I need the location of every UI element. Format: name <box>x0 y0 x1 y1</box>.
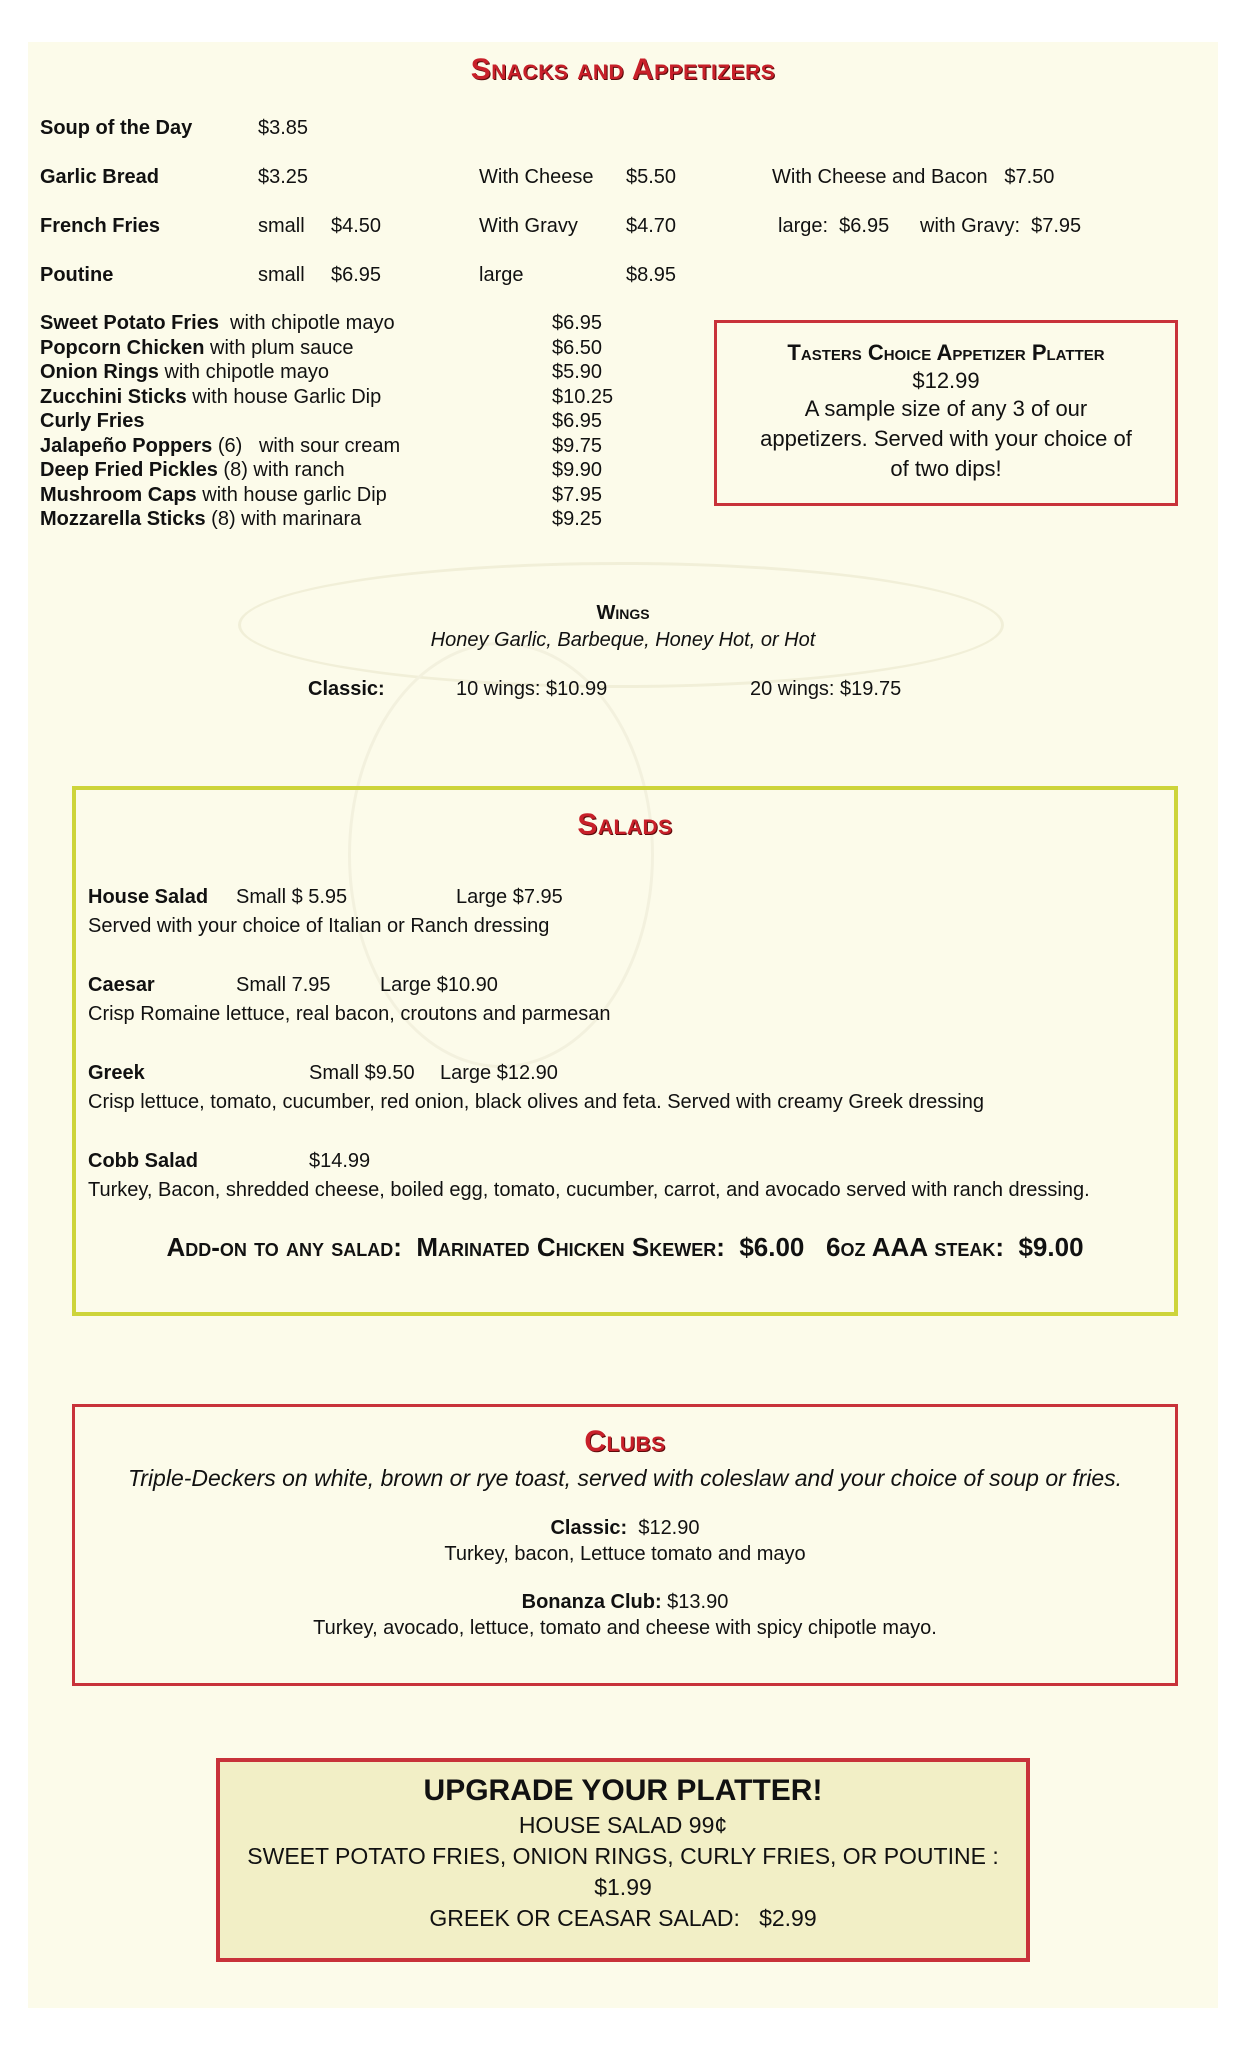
garlic-bread-price: $3.25 <box>258 166 309 188</box>
appetizer-price: $6.50 <box>552 336 603 359</box>
caesar-name: Caesar <box>88 974 155 996</box>
appetizer-row <box>40 459 680 484</box>
wings-title: Wings <box>596 602 650 624</box>
salad-addon: Add-on to any salad: Marinated Chicken Skewer: $6.00 6oz AAA steak: $9.00 <box>166 1232 1084 1262</box>
french-fries-small-price: $4.50 <box>331 215 382 237</box>
classic-club-desc: Turkey, bacon, Lettuce tomato and mayo <box>444 1543 806 1565</box>
snacks-title: Snacks and Appetizers <box>470 53 776 86</box>
appetizer-row <box>40 508 680 533</box>
bonanza-club-desc: Turkey, avocado, lettuce, tomato and cheese with spicy chipotle mayo. <box>313 1617 937 1639</box>
garlic-bread-cheese-bacon: With Cheese and Bacon $7.50 <box>772 166 1055 188</box>
soup-name: Soup of the Day <box>40 117 193 139</box>
appetizer-row <box>40 312 680 337</box>
appetizer-row <box>40 435 680 460</box>
appetizer-price: $6.95 <box>552 410 603 432</box>
upgrade-box <box>216 1758 1030 1962</box>
appetizer-desc: (6) with sour cream <box>212 434 401 457</box>
appetizer-row <box>40 410 680 435</box>
appetizer-name: Mozzarella Sticks <box>40 508 206 530</box>
platter-price: $12.99 <box>912 368 980 393</box>
clubs-box <box>72 1404 1178 1686</box>
house-salad-name: House Salad <box>88 886 209 908</box>
french-fries-large: large: $6.95 <box>778 215 890 237</box>
greek-desc: Crisp lettuce, tomato, cucumber, red onion, black olives and feta. Served with creamy Greek dressing <box>88 1091 984 1113</box>
caesar-desc: Crisp Romaine lettuce, real bacon, croutons and parmesan <box>88 1003 611 1025</box>
wings-ten-price: 10 wings: $10.99 <box>456 678 608 700</box>
garlic-bread-cheese-label: With Cheese <box>479 166 594 188</box>
bonanza-club-line <box>75 1591 1175 1614</box>
cobb-price: $14.99 <box>309 1150 371 1172</box>
appetizer-name: Jalapeño Poppers <box>40 434 213 457</box>
platter-desc-2: appetizers. Served with your choice of <box>760 426 1132 451</box>
appetizer-list <box>40 312 680 533</box>
greek-name: Greek <box>88 1062 145 1084</box>
platter-desc-1: A sample size of any 3 of our <box>804 396 1088 421</box>
wings-flavors: Honey Garlic, Barbeque, Honey Hot, or Hot <box>430 629 816 651</box>
appetizer-desc: with house garlic Dip <box>196 483 387 506</box>
appetizer-desc: with plum sauce <box>204 336 354 359</box>
cobb-desc: Turkey, Bacon, shredded cheese, boiled egg, tomato, cucumber, carrot, and avocado served with ranch dressing. <box>88 1179 1090 1201</box>
appetizer-price: $10.25 <box>552 385 614 408</box>
menu-page <box>28 42 1218 2008</box>
upgrade-title: UPGRADE YOUR PLATTER! <box>423 1774 823 1807</box>
french-fries-gravy-label: With Gravy <box>479 215 578 237</box>
watermark-swoosh <box>238 562 1004 688</box>
appetizer-name: Onion Rings <box>40 361 159 383</box>
appetizer-price: $9.90 <box>552 459 603 481</box>
french-fries-large-gravy: with Gravy: $7.95 <box>920 215 1082 237</box>
poutine-large-label: large <box>479 264 524 286</box>
bonanza-club-label: Bonanza Club: <box>521 1591 662 1613</box>
appetizer-price: $6.95 <box>552 312 603 334</box>
appetizer-name: Zucchini Sticks <box>40 385 187 408</box>
appetizer-price: $9.75 <box>552 434 603 457</box>
appetizer-name: Popcorn Chicken <box>40 336 205 359</box>
platter-box <box>714 320 1178 506</box>
cobb-name: Cobb Salad <box>88 1150 199 1172</box>
greek-large: Large $12.90 <box>440 1062 558 1084</box>
appetizer-price: $5.90 <box>552 361 603 383</box>
appetizer-desc: (8) with ranch <box>217 459 345 481</box>
garlic-bread-name: Garlic Bread <box>40 166 159 188</box>
house-salad-small: Small $ 5.95 <box>236 886 348 908</box>
french-fries-small-label: small <box>258 215 305 237</box>
wings-twenty-price: 20 wings: $19.75 <box>750 678 902 700</box>
bonanza-club-price: $13.90 <box>661 1591 729 1613</box>
appetizer-desc: with chipotle mayo <box>218 312 395 334</box>
french-fries-name: French Fries <box>40 215 161 237</box>
appetizer-name: Sweet Potato Fries <box>40 312 219 334</box>
poutine-name: Poutine <box>40 264 114 286</box>
appetizer-row <box>40 361 680 386</box>
french-fries-gravy-price: $4.70 <box>626 215 677 237</box>
upgrade-line-1: HOUSE SALAD 99¢ <box>518 1812 728 1838</box>
appetizer-desc: (8) with marinara <box>205 508 362 530</box>
classic-club-line <box>75 1517 1175 1540</box>
classic-club-price: $12.90 <box>627 1517 700 1539</box>
appetizer-row <box>40 337 680 362</box>
salads-title: Salads <box>577 808 673 841</box>
upgrade-line-2: SWEET POTATO FRIES, ONION RINGS, CURLY FRIES, OR POUTINE : <box>247 1843 999 1869</box>
salads-box <box>72 786 1178 1316</box>
soup-price: $3.85 <box>258 117 309 139</box>
appetizer-row <box>40 484 680 509</box>
appetizer-name: Mushroom Caps <box>40 483 197 506</box>
house-salad-large: Large $7.95 <box>456 886 563 908</box>
poutine-small-label: small <box>258 264 305 286</box>
appetizer-price: $9.25 <box>552 508 603 530</box>
caesar-large: Large $10.90 <box>380 974 498 996</box>
appetizer-desc: with house Garlic Dip <box>186 385 382 408</box>
poutine-small-price: $6.95 <box>331 264 382 286</box>
caesar-small: Small 7.95 <box>236 974 331 996</box>
garlic-bread-cheese-price: $5.50 <box>626 166 677 188</box>
appetizer-name: Curly Fries <box>40 410 145 432</box>
appetizer-row <box>40 386 680 411</box>
greek-small: Small $9.50 <box>309 1062 415 1084</box>
appetizer-desc: with chipotle mayo <box>158 361 329 383</box>
appetizer-price: $7.95 <box>552 483 603 506</box>
platter-desc-3: of two dips! <box>890 456 1002 481</box>
platter-title: Tasters Choice Appetizer Platter <box>787 340 1105 365</box>
clubs-subtitle: Triple-Deckers on white, brown or rye toast, served with coleslaw and your choice of soup or fries. <box>127 1465 1123 1491</box>
appetizer-name: Deep Fried Pickles <box>40 459 218 481</box>
wings-classic-label: Classic: <box>308 678 385 700</box>
upgrade-line-3: $1.99 <box>594 1874 652 1900</box>
upgrade-line-4: GREEK OR CEASAR SALAD: $2.99 <box>429 1905 817 1931</box>
classic-club-label: Classic: <box>550 1517 628 1539</box>
poutine-large-price: $8.95 <box>626 264 677 286</box>
house-salad-desc: Served with your choice of Italian or Ranch dressing <box>88 915 550 937</box>
clubs-title: Clubs <box>584 1425 666 1458</box>
